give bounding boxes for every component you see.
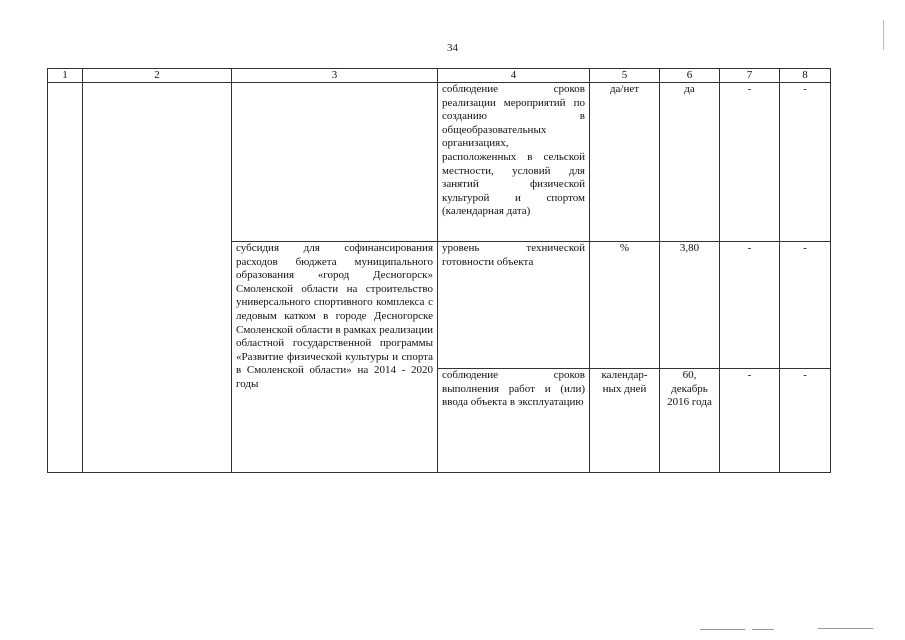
indicator-cell: соблюдение сроков реализации мероприятий по созданию в общеобразовательных организациях, расположенных в сельской местности, условий для занятий физической культурой и спортом (календарная дата)	[438, 83, 590, 242]
value-cell: 3,80	[660, 242, 720, 369]
table-row	[48, 83, 831, 242]
scan-corner-mark	[752, 629, 774, 630]
header-cell: 1	[48, 69, 83, 83]
header-cell: 3	[232, 69, 438, 83]
unit-cell: да/нет	[590, 83, 660, 242]
indicator-cell: соблюдение сроков выполнения работ и (или) ввода объекта в эксплуатацию	[438, 369, 590, 473]
header-cell: 5	[590, 69, 660, 83]
col7-cell: -	[720, 369, 780, 473]
header-cell: 7	[720, 69, 780, 83]
col7-cell: -	[720, 83, 780, 242]
col7-cell: -	[720, 242, 780, 369]
scan-corner-mark	[700, 629, 745, 630]
header-cell: 6	[660, 69, 720, 83]
header-row	[48, 69, 831, 83]
header-cell: 8	[780, 69, 831, 83]
col8-cell: -	[780, 242, 831, 369]
cell-col2-empty	[83, 83, 232, 473]
cell-col3-empty	[232, 83, 438, 242]
header-cell: 2	[83, 69, 232, 83]
cell-col1-empty	[48, 83, 83, 473]
indicator-cell: уровень технической готовности объекта	[438, 242, 590, 369]
value-cell: да	[660, 83, 720, 242]
header-cell: 4	[438, 69, 590, 83]
unit-cell: календар-ных дней	[590, 369, 660, 473]
subsidy-description-cell: субсидия для софинансирования расходов бюджета муниципального образования «город Десногорск» Смоленской области на строительство универсального спортивного комплекса с ледовым катком в городе Десногорске Смоленской области в рамках реализации областной государственной программы «Развитие физической культуры и спорта в Смоленской области» на 2014 - 2020 годы	[232, 242, 438, 473]
scan-corner-mark	[818, 628, 873, 629]
unit-cell: %	[590, 242, 660, 369]
value-cell: 60, декабрь 2016 года	[660, 369, 720, 473]
scan-edge-mark	[883, 20, 884, 50]
page-number: 34	[447, 42, 458, 54]
indicators-table	[47, 68, 831, 473]
col8-cell: -	[780, 83, 831, 242]
col8-cell: -	[780, 369, 831, 473]
